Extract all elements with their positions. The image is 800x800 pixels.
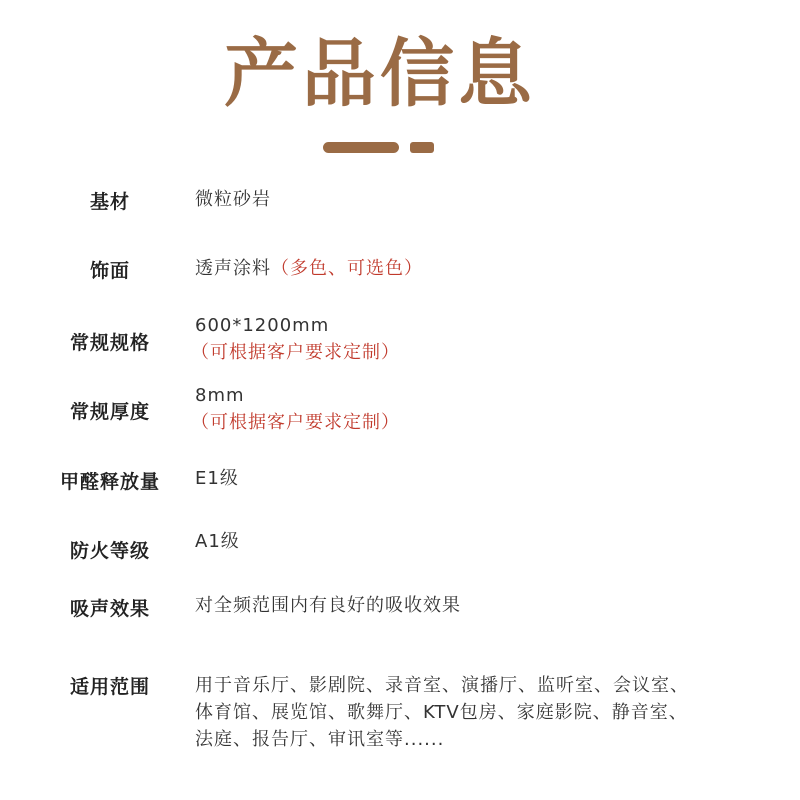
row-value-fire-rating: A1级	[195, 531, 240, 552]
row-label-fire-rating: 防火等级	[69, 540, 150, 562]
title-underline-bar	[323, 142, 399, 153]
thickness-main-text: 8mm	[195, 385, 245, 406]
size-note-text: （可根据客户要求定制）	[191, 342, 400, 363]
row-label-formaldehyde: 甲醛释放量	[59, 471, 160, 493]
thickness-note-text: （可根据客户要求定制）	[191, 412, 400, 433]
row-label-substrate: 基材	[89, 191, 130, 213]
row-label-finish: 饰面	[89, 260, 130, 282]
row-label-applications: 适用范围	[69, 676, 150, 698]
applications-line-3: 法庭、报告厅、审讯室等......	[195, 729, 445, 750]
row-label-sound-absorption: 吸声效果	[69, 598, 150, 620]
row-value-thickness	[191, 382, 400, 436]
page-title: 产品信息	[224, 31, 536, 117]
title-underline-dash	[410, 142, 434, 153]
row-value-applications	[195, 672, 689, 753]
row-value-finish	[195, 255, 423, 282]
row-value-substrate: 微粒砂岩	[195, 189, 271, 210]
applications-line-2: 体育馆、展览馆、歌舞厅、KTV包房、家庭影院、静音室、	[195, 702, 688, 723]
size-main-text: 600*1200mm	[195, 315, 330, 336]
row-value-sound-absorption: 对全频范围内有良好的吸收效果	[195, 595, 461, 616]
row-label-size: 常规规格	[69, 332, 150, 354]
row-value-size	[191, 312, 400, 366]
row-value-formaldehyde: E1级	[195, 468, 239, 489]
applications-line-1: 用于音乐厅、影剧院、录音室、演播厅、监听室、会议室、	[195, 675, 689, 696]
finish-main-text: 透声涂料	[195, 258, 271, 279]
finish-note-text: （多色、可选色）	[271, 258, 423, 279]
row-label-thickness: 常规厚度	[69, 401, 150, 423]
